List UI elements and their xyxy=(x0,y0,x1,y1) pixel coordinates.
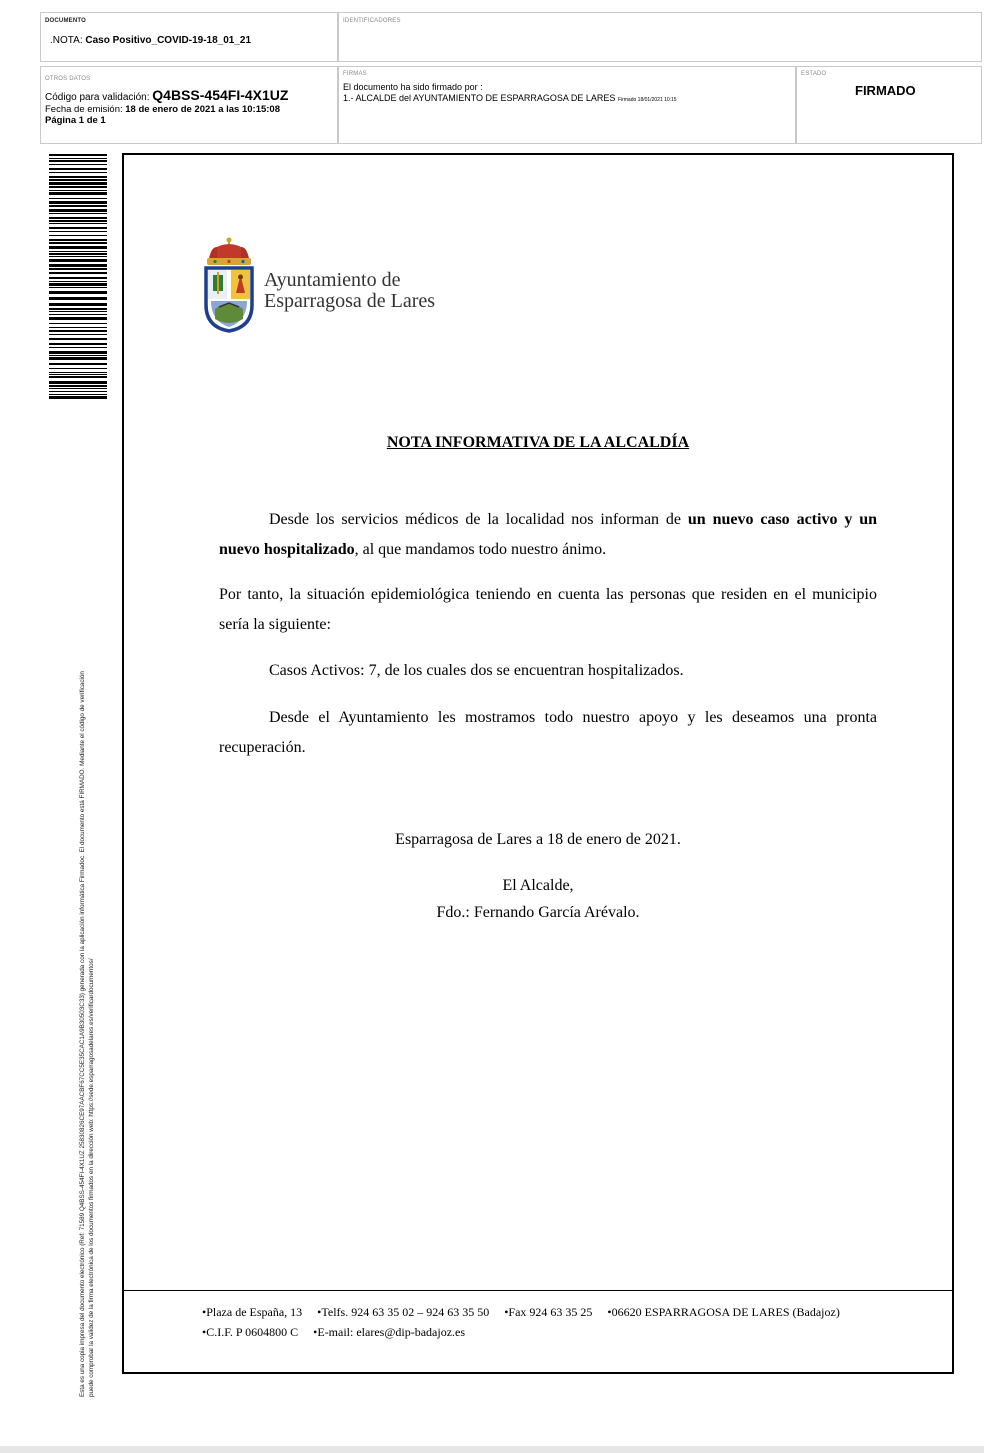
barcode-bar xyxy=(49,223,107,224)
barcode-bar xyxy=(49,251,107,252)
verification-side-text xyxy=(78,671,96,1397)
barcode-bar xyxy=(49,287,107,288)
footer-postal: •06620 ESPARRAGOSA DE LARES (Badajoz) xyxy=(607,1305,840,1319)
estado-cell xyxy=(796,66,982,144)
signer-name: Fdo.: Fernando García Arévalo. xyxy=(436,904,640,921)
codigo-validacion xyxy=(45,87,288,103)
barcode-bar xyxy=(49,168,107,170)
footer-line-2 xyxy=(202,1325,465,1340)
footer-fax: •Fax 924 63 35 25 xyxy=(504,1305,593,1319)
barcode-bar xyxy=(49,253,107,255)
fecha-emision xyxy=(45,104,280,115)
barcode-bar xyxy=(49,235,107,236)
documento-label: DOCUMENTO xyxy=(45,18,87,24)
firmante xyxy=(343,93,677,103)
barcode-bar xyxy=(49,308,107,310)
barcode-bar xyxy=(49,209,107,212)
barcode-bar xyxy=(49,164,107,165)
barcode-bar xyxy=(49,201,107,204)
barcode-bar xyxy=(49,396,107,399)
footer-email: •E-mail: elares@dip-badajoz.es xyxy=(313,1325,466,1339)
identificadores-cell xyxy=(338,12,982,62)
barcode-bar xyxy=(49,176,107,178)
barcode-bar xyxy=(49,391,107,392)
barcode-icon xyxy=(49,154,107,399)
identificadores-label: IDENTIFICADORES xyxy=(343,18,401,24)
barcode-bar xyxy=(49,297,107,300)
barcode-bar xyxy=(49,205,107,207)
fecha-value: 18 de enero de 2021 a las 10:15:08 xyxy=(125,104,281,115)
paragraph-4: Desde el Ayuntamiento les mostramos todo nuestro apoyo y les deseamos una pronta recuperación. xyxy=(219,709,877,756)
barcode-bar xyxy=(49,160,107,162)
firmas-label: FIRMAS xyxy=(343,71,367,77)
barcode-bar xyxy=(49,368,107,369)
side-text-line-1: Esta es una copia impresa del documento electrónico (Ref: 71589 Q4BSS-454FI-4X1UZ 25830826CE97AACBF67CC5E35CAC1A9B30503C33) generada con la aplicación informática Firmadoc. El documento está FIRMADO. Mediante el código de verificación xyxy=(79,671,86,1397)
firmas-cell xyxy=(338,66,796,144)
barcode-bar xyxy=(49,327,107,328)
footer-phones: •Telfs. 924 63 35 02 – 924 63 35 50 xyxy=(317,1305,490,1319)
paragraph-1-bold: un nuevo caso activo y un nuevo hospitalizado xyxy=(219,511,877,558)
org-name xyxy=(264,270,435,312)
barcode-bar xyxy=(49,357,107,360)
barcode-bar xyxy=(49,355,107,356)
pagina-indicator: Página 1 de 1 xyxy=(45,115,106,126)
fecha-label: Fecha de emisión: xyxy=(45,104,123,115)
barcode-bar xyxy=(49,198,107,199)
barcode-bar xyxy=(49,374,107,375)
firmas-intro: El documento ha sido firmado por : xyxy=(343,82,483,92)
otros-datos-cell xyxy=(40,66,338,144)
barcode-bar xyxy=(49,227,107,229)
barcode-bar xyxy=(49,376,107,378)
barcode-bar xyxy=(49,311,107,312)
barcode-bar xyxy=(49,317,107,320)
barcode-bar xyxy=(49,259,107,262)
footer-line-1 xyxy=(202,1305,840,1320)
barcode-bar xyxy=(49,154,107,156)
footer-address: •Plaza de España, 13 xyxy=(202,1305,303,1319)
barcode-bar xyxy=(49,351,107,354)
barcode-bar xyxy=(49,182,107,185)
estado-label: ESTADO xyxy=(801,71,827,77)
paragraph-1 xyxy=(219,505,877,565)
paragraph-2: Por tanto, la situación epidemiológica teniendo en cuenta las personas que residen en el municipio sería la siguiente: xyxy=(219,586,877,633)
barcode-bar xyxy=(49,394,107,395)
estado-value: FIRMADO xyxy=(855,83,916,98)
barcode-bar xyxy=(49,186,107,188)
barcode-bar xyxy=(49,246,107,249)
barcode-bar xyxy=(49,347,107,348)
barcode-bar xyxy=(49,281,107,282)
barcode-bar xyxy=(49,217,107,219)
documento-cell xyxy=(40,12,338,62)
barcode-bar xyxy=(49,179,107,181)
org-name-line-2: Esparragosa de Lares xyxy=(264,290,436,312)
barcode-bar xyxy=(49,220,107,222)
barcode-bar xyxy=(49,192,107,195)
letter-frame xyxy=(122,153,954,1374)
documento-name: Caso Positivo_COVID-19-18_01_21 xyxy=(85,35,252,46)
coat-of-arms-icon xyxy=(203,235,255,333)
barcode-bar xyxy=(49,343,107,345)
barcode-bar xyxy=(49,314,107,315)
org-name-line-1: Ayuntamiento de xyxy=(264,269,401,291)
paragraph-1-c: , al que mandamos todo nuestro ánimo. xyxy=(354,541,607,558)
codigo-label: Código para validación: xyxy=(45,92,150,103)
paragraph-3: Casos Activos: 7, de los cuales dos se encuentran hospitalizados. xyxy=(269,662,684,679)
barcode-bar xyxy=(49,363,107,365)
barcode-bar xyxy=(49,330,107,332)
barcode-bar xyxy=(49,268,107,270)
document-title: NOTA INFORMATIVA DE LA ALCALDÍA xyxy=(386,434,690,451)
paragraph-1-a: Desde los servicios médicos de la localidad nos informan de xyxy=(269,511,688,528)
barcode-bar xyxy=(49,385,107,387)
barcode-bar xyxy=(49,381,107,384)
barcode-bar xyxy=(49,190,107,191)
barcode-bar xyxy=(49,338,107,340)
barcode-bar xyxy=(49,213,107,214)
documento-prefix: .NOTA: xyxy=(50,35,83,46)
barcode-bar xyxy=(49,239,107,241)
barcode-bar xyxy=(49,172,107,173)
barcode-bar xyxy=(49,277,107,279)
barcode-bar xyxy=(49,242,107,244)
barcode-bar xyxy=(49,372,107,373)
barcode-bar xyxy=(49,283,107,286)
signer-title: El Alcalde, xyxy=(502,877,574,894)
firmante-name: 1.- ALCALDE del AYUNTAMIENTO DE ESPARRAGOSA DE LARES xyxy=(343,93,616,103)
footer-divider xyxy=(124,1290,952,1291)
barcode-bar xyxy=(49,256,107,257)
barcode-bar xyxy=(49,264,107,267)
footer-cif: •C.I.F. P 0604800 C xyxy=(202,1325,299,1339)
side-text-line-2: puede comprobar la validez de la firma electrónica de los documentos firmados en la dirección web: https://sede.esparragosadelares.es/verificardocumentos/ xyxy=(88,958,95,1397)
codigo-value: Q4BSS-454FI-4X1UZ xyxy=(152,87,289,103)
barcode-bar xyxy=(49,323,107,324)
barcode-bar xyxy=(49,334,107,335)
barcode-bar xyxy=(49,231,107,232)
firmado-stamp: Firmado 18/01/2021 10:15 xyxy=(617,97,677,103)
otros-datos-label: OTROS DATOS xyxy=(45,76,91,82)
barcode-bar xyxy=(49,158,107,159)
documento-value xyxy=(50,35,251,46)
barcode-bar xyxy=(49,303,107,306)
barcode-bar xyxy=(49,388,107,389)
barcode-bar xyxy=(49,272,107,274)
barcode-bar xyxy=(49,291,107,294)
place-date: Esparragosa de Lares a 18 de enero de 2021. xyxy=(395,831,681,848)
